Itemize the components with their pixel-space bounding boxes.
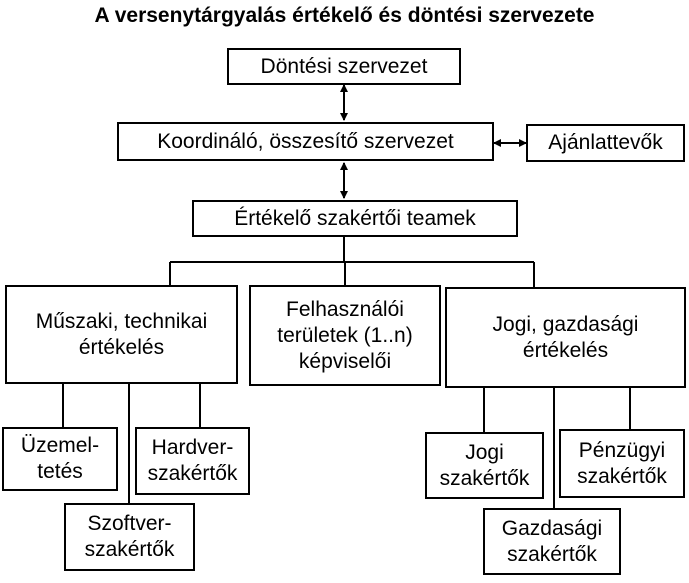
diagram-title: A versenytárgyalás értékelő és döntési szervezete: [94, 4, 595, 27]
legal-economic-label: Jogi, gazdasági értékelés: [492, 312, 639, 362]
economic-label: Gazdasági szakértők: [501, 516, 603, 566]
legal-label: Jogi szakértők: [439, 440, 530, 490]
coordinating-label: Koordináló, összesítő szervezet: [157, 129, 454, 153]
software-node: [64, 503, 195, 571]
users-label: Felhasználói területek (1..n) képviselői: [277, 297, 413, 373]
operation-node: [2, 427, 118, 491]
financial-label: Pénzügyi szakértők: [577, 438, 667, 488]
software-label: Szoftver- szakértők: [84, 512, 175, 561]
hardware-label: Hardver- szakértők: [147, 436, 238, 485]
operation-label: Üzemel- tetés: [20, 434, 100, 483]
legal-economic-node: [445, 287, 686, 388]
decision-node: [227, 48, 461, 85]
legal-node: [425, 432, 544, 499]
technical-label: Műszaki, technikai értékelés: [35, 309, 208, 359]
technical-node: [5, 285, 238, 384]
bidders-label: Ajánlattevők: [548, 131, 663, 154]
coordinating-node: [117, 122, 494, 161]
users-node: [249, 285, 441, 386]
teams-label: Értékelő szakértői teamek: [234, 206, 476, 230]
financial-node: [559, 429, 685, 498]
teams-node: [192, 200, 518, 237]
bidders-node: [526, 124, 685, 162]
hardware-node: [135, 427, 250, 495]
economic-node: [483, 508, 621, 575]
decision-label: Döntési szervezet: [260, 54, 428, 78]
